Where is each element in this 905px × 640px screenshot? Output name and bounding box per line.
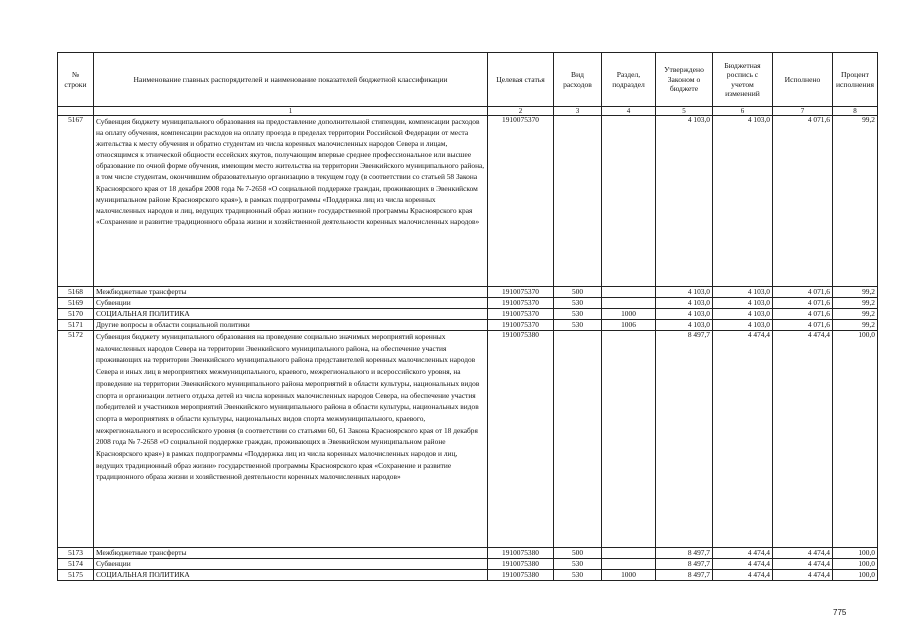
row-no: 5170 xyxy=(58,309,94,320)
row-executed: 4 071,6 xyxy=(773,287,833,298)
table-row xyxy=(58,320,878,331)
header-executed: Исполнено xyxy=(773,53,833,107)
row-percent: 100,0 xyxy=(833,559,878,570)
row-percent: 99,2 xyxy=(833,116,878,287)
row-budget-list: 4 474,4 xyxy=(713,559,773,570)
row-budget-list: 4 103,0 xyxy=(713,287,773,298)
row-no: 5167 xyxy=(58,116,94,287)
column-number: 4 xyxy=(602,107,656,116)
table-row xyxy=(58,559,878,570)
row-budget-list: 4 103,0 xyxy=(713,309,773,320)
row-percent: 100,0 xyxy=(833,331,878,548)
row-budget-list: 4 474,4 xyxy=(713,548,773,559)
table-row xyxy=(58,298,878,309)
row-section: 1006 xyxy=(602,320,656,331)
row-target: 1910075380 xyxy=(488,570,554,581)
row-expense-type: 530 xyxy=(554,320,602,331)
row-no: 5169 xyxy=(58,298,94,309)
row-approved: 4 103,0 xyxy=(656,298,713,309)
row-executed: 4 474,4 xyxy=(773,548,833,559)
row-budget-list: 4 103,0 xyxy=(713,298,773,309)
column-number: 3 xyxy=(554,107,602,116)
row-expense-type: 530 xyxy=(554,309,602,320)
row-target: 1910075380 xyxy=(488,559,554,570)
table-row xyxy=(58,287,878,298)
row-section xyxy=(602,116,656,287)
row-section xyxy=(602,298,656,309)
budget-report-sheet xyxy=(57,52,877,581)
column-number-row xyxy=(58,107,878,116)
row-target: 1910075370 xyxy=(488,320,554,331)
row-section xyxy=(602,287,656,298)
row-executed: 4 071,6 xyxy=(773,309,833,320)
row-percent: 99,2 xyxy=(833,298,878,309)
row-name: СОЦИАЛЬНАЯ ПОЛИТИКА xyxy=(94,309,488,320)
row-name: Межбюджетные трансферты xyxy=(94,287,488,298)
row-percent: 100,0 xyxy=(833,570,878,581)
row-expense-type: 530 xyxy=(554,570,602,581)
row-approved: 8 497,7 xyxy=(656,331,713,548)
table-row xyxy=(58,548,878,559)
row-approved: 4 103,0 xyxy=(656,320,713,331)
row-percent: 100,0 xyxy=(833,548,878,559)
row-executed: 4 071,6 xyxy=(773,320,833,331)
row-budget-list: 4 474,4 xyxy=(713,570,773,581)
row-percent: 99,2 xyxy=(833,309,878,320)
header-approved: Утверждено Законом о бюджете xyxy=(656,53,713,107)
row-approved: 4 103,0 xyxy=(656,116,713,287)
row-name: Другие вопросы в области социальной политики xyxy=(94,320,488,331)
row-no: 5175 xyxy=(58,570,94,581)
row-target: 1910075370 xyxy=(488,298,554,309)
row-section: 1000 xyxy=(602,309,656,320)
row-no: 5171 xyxy=(58,320,94,331)
column-number: 1 xyxy=(94,107,488,116)
row-target: 1910075370 xyxy=(488,116,554,287)
column-number: 7 xyxy=(773,107,833,116)
row-no: 5168 xyxy=(58,287,94,298)
row-name: Субвенция бюджету муниципального образования на предоставление дополнительной стипендии, компенсации расходов на оплату обучения, компенсации расходов на оплату проезда в пределах территории Российской Федерации от места жительства к месту обучения и обратно студентам из числа коренных малочисленных народов Севера и лицам, относящимся к этнической общности ессейских якутов, получающим впервые среднее профессиональное или высшее образование по очной форме обучения, имеющим место жительства на территории Эвенкийского муниципального района, в том числе студентам, окончившим образовательную организацию в текущем году (в соответствии со статьей 58 Закона Красноярского края от 18 декабря 2008 года № 7-2658 «О социальной поддержке граждан, проживающих в Эвенкийском муниципальном районе Красноярского края»), в рамках подпрограммы «Поддержка лиц из числа коренных малочисленных народов и лиц, ведущих традиционный образ жизни» государственной программы Красноярского края «Сохранение и развитие традиционного образа жизни и хозяйственной деятельности коренных малочисленных народов» xyxy=(94,116,488,287)
row-executed: 4 474,4 xyxy=(773,331,833,548)
row-expense-type xyxy=(554,116,602,287)
table-row xyxy=(58,331,878,548)
row-target: 1910075370 xyxy=(488,287,554,298)
row-no: 5172 xyxy=(58,331,94,548)
row-section: 1000 xyxy=(602,570,656,581)
budget-table xyxy=(57,52,878,581)
table-row xyxy=(58,570,878,581)
header-row-no: № строки xyxy=(58,53,94,107)
row-section xyxy=(602,559,656,570)
header-percent: Процент исполнения xyxy=(833,53,878,107)
row-budget-list: 4 474,4 xyxy=(713,331,773,548)
row-approved: 8 497,7 xyxy=(656,559,713,570)
header-target: Целевая статья xyxy=(488,53,554,107)
row-approved: 8 497,7 xyxy=(656,570,713,581)
row-name: Субвенция бюджету муниципального образования на проведение социально значимых мероприятий коренных малочисленных народов Севера на территории Эвенкийского муниципального района, на обеспечение участия проживающих на территории Эвенкийского муниципального района представителей коренных малочисленных народов Севера и иных лиц в мероприятиях межмуниципального, краевого, межрегионального и всероссийского уровня, на проведение на территории Эвенкийского муниципального района мероприятий в области культуры, национальных видов спорта и организации летнего отдыха детей из числа коренных малочисленных народов Севера, на обеспечение участия победителей и участников мероприятий Эвенкийского муниципального района в области культуры, национальных видов спорта в мероприятиях в области культуры, национальных видов спорта межмуниципального, краевого, межрегионального и всероссийского уровня (в соответствии со статьями 60, 61 Закона Красноярского края от 18 декабря 2008 года № 7-2658 «О социальной поддержке граждан, проживающих в Эвенкийском муниципальном районе Красноярского края») в рамках подпрограммы «Поддержка лиц из числа коренных малочисленных народов и лиц, ведущих традиционный образ жизни» государственной программы Красноярского края «Сохранение и развитие традиционного образа жизни и хозяйственной деятельности коренных малочисленных народов» xyxy=(94,331,488,548)
table-row xyxy=(58,309,878,320)
row-no: 5173 xyxy=(58,548,94,559)
row-approved: 8 497,7 xyxy=(656,548,713,559)
column-number: 8 xyxy=(833,107,878,116)
column-number: 5 xyxy=(656,107,713,116)
column-number: 6 xyxy=(713,107,773,116)
header-budget-list: Бюджетная роспись с учетом изменений xyxy=(713,53,773,107)
row-percent: 99,2 xyxy=(833,287,878,298)
row-section xyxy=(602,331,656,548)
row-expense-type xyxy=(554,331,602,548)
page-number: 775 xyxy=(833,608,847,617)
row-name: СОЦИАЛЬНАЯ ПОЛИТИКА xyxy=(94,570,488,581)
row-approved: 4 103,0 xyxy=(656,309,713,320)
table-header-row xyxy=(58,53,878,107)
table-row xyxy=(58,116,878,287)
row-executed: 4 071,6 xyxy=(773,298,833,309)
row-percent: 99,2 xyxy=(833,320,878,331)
row-approved: 4 103,0 xyxy=(656,287,713,298)
row-target: 1910075370 xyxy=(488,309,554,320)
header-name: Наименование главных распорядителей и наименование показателей бюджетной классификации xyxy=(94,53,488,107)
row-expense-type: 530 xyxy=(554,298,602,309)
row-target: 1910075380 xyxy=(488,331,554,548)
row-section xyxy=(602,548,656,559)
row-name: Субвенции xyxy=(94,298,488,309)
row-target: 1910075380 xyxy=(488,548,554,559)
row-executed: 4 071,6 xyxy=(773,116,833,287)
row-expense-type: 530 xyxy=(554,559,602,570)
row-executed: 4 474,4 xyxy=(773,559,833,570)
row-no: 5174 xyxy=(58,559,94,570)
header-expense-type: Вид расходов xyxy=(554,53,602,107)
row-expense-type: 500 xyxy=(554,548,602,559)
row-executed: 4 474,4 xyxy=(773,570,833,581)
column-number-spacer xyxy=(58,107,94,116)
row-expense-type: 500 xyxy=(554,287,602,298)
row-budget-list: 4 103,0 xyxy=(713,320,773,331)
column-number: 2 xyxy=(488,107,554,116)
row-budget-list: 4 103,0 xyxy=(713,116,773,287)
header-section: Раздел, подраздел xyxy=(602,53,656,107)
row-name: Межбюджетные трансферты xyxy=(94,548,488,559)
row-name: Субвенции xyxy=(94,559,488,570)
